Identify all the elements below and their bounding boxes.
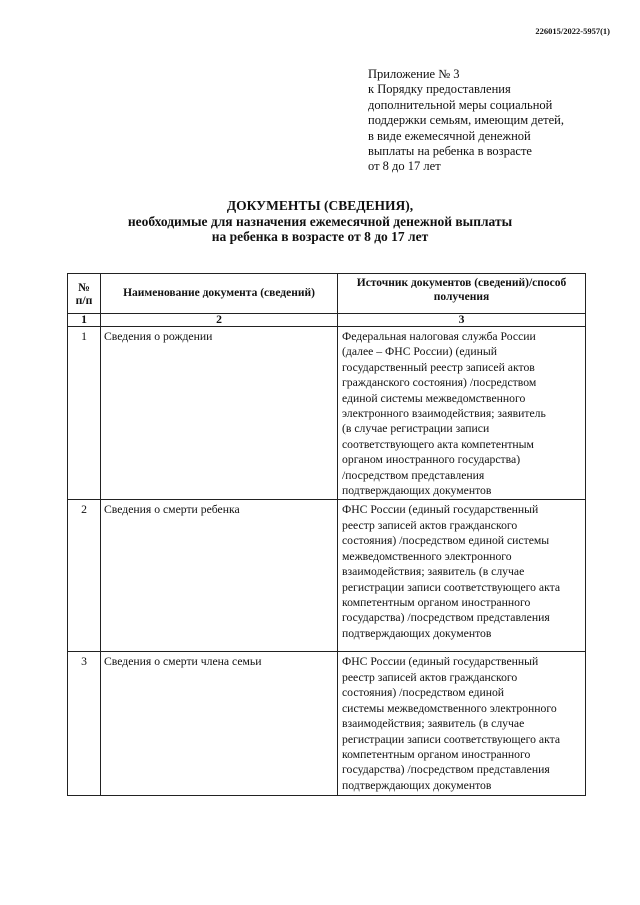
- source-line: подтверждающих документов: [342, 484, 492, 498]
- source-line: компетентным органом иностранного: [342, 595, 531, 609]
- row-document-name: Сведения о смерти ребенка: [101, 500, 338, 652]
- source-line: реестр записей актов гражданского: [342, 518, 518, 532]
- appendix-line: выплаты на ребенка в возрасте: [368, 144, 532, 159]
- row-document-name: Сведения о смерти члена семьи: [101, 652, 338, 796]
- header-source-line: Источник документов (сведений)/способ: [356, 277, 567, 289]
- appendix-line: от 8 до 17 лет: [368, 159, 441, 174]
- row-source: [338, 500, 586, 652]
- source-line: системы межведомственного электронного: [342, 701, 557, 715]
- documents-table: [67, 273, 586, 796]
- row-document-name: Сведения о рождении: [101, 327, 338, 500]
- header-name: Наименование документа (сведений): [101, 274, 338, 314]
- source-line: гражданского состояния) /посредством: [342, 376, 537, 390]
- source-line: государственный реестр записей актов: [342, 360, 535, 374]
- source-line: государства) /посредством представления: [342, 763, 550, 777]
- source-line: взаимодействия; заявитель (в случае: [342, 565, 525, 579]
- title-line-3: на ребенка в возрасте от 8 до 17 лет: [211, 229, 429, 244]
- source-line: регистрации записи соответствующего акта: [342, 580, 561, 594]
- header-source-line: получения: [433, 291, 490, 303]
- source-line: Федеральная налоговая служба России: [342, 330, 536, 343]
- table-row: [68, 327, 586, 500]
- appendix-header: [368, 67, 618, 175]
- source-line: реестр записей актов гражданского: [342, 670, 518, 684]
- header-number-line: п/п: [75, 294, 93, 307]
- table-row: [68, 652, 586, 796]
- source-line: ФНС России (единый государственный: [342, 503, 539, 517]
- source-line: состояния) /посредством единой: [342, 686, 505, 700]
- row-number: 2: [68, 500, 101, 652]
- source-line: компетентным органом иностранного: [342, 747, 531, 761]
- source-line: электронного взаимодействия; заявитель: [342, 407, 546, 421]
- appendix-line: Приложение № 3: [368, 67, 460, 81]
- column-number: 1: [68, 314, 101, 327]
- header-source: [338, 274, 586, 314]
- document-title: [0, 198, 640, 245]
- source-line: взаимодействия; заявитель (в случае: [342, 717, 525, 731]
- source-line: государства) /посредством представления: [342, 611, 550, 625]
- column-numbers-row: [68, 314, 586, 327]
- title-line-2: необходимые для назначения ежемесячной денежной выплаты: [127, 213, 513, 229]
- header-number-line: №: [78, 280, 90, 294]
- title-line-1: ДОКУМЕНТЫ (СВЕДЕНИЯ),: [226, 198, 414, 213]
- row-source: [338, 652, 586, 796]
- row-number: 3: [68, 652, 101, 796]
- source-line: (далее – ФНС России) (единый: [342, 345, 497, 359]
- column-number: 2: [101, 314, 338, 327]
- row-number: 1: [68, 327, 101, 500]
- source-line: соответствующего акта компетентным: [342, 437, 534, 451]
- document-number: 226015/2022-5957(1): [535, 26, 610, 36]
- source-line: межведомственного электронного: [342, 549, 512, 563]
- header-number: [68, 274, 101, 314]
- source-line: ФНС России (единый государственный: [342, 655, 539, 669]
- source-line: /посредством представления: [342, 468, 485, 482]
- row-source: [338, 327, 586, 500]
- source-line: состояния) /посредством единой системы: [342, 534, 550, 548]
- source-line: (в случае регистрации записи: [342, 422, 490, 436]
- source-line: подтверждающих документов: [342, 626, 492, 640]
- source-line: регистрации записи соответствующего акта: [342, 732, 561, 746]
- appendix-line: к Порядку предоставления: [368, 82, 511, 97]
- table-row: [68, 500, 586, 652]
- appendix-line: поддержки семьям, имеющим детей,: [368, 113, 564, 128]
- column-number: 3: [338, 314, 586, 327]
- appendix-line: дополнительной меры социальной: [368, 97, 553, 112]
- source-line: подтверждающих документов: [342, 778, 492, 792]
- table-header-row: [68, 274, 586, 314]
- appendix-line: в виде ежемесячной денежной: [368, 128, 531, 143]
- source-line: органом иностранного государства): [342, 453, 521, 467]
- source-line: единой системы межведомственного: [342, 391, 526, 405]
